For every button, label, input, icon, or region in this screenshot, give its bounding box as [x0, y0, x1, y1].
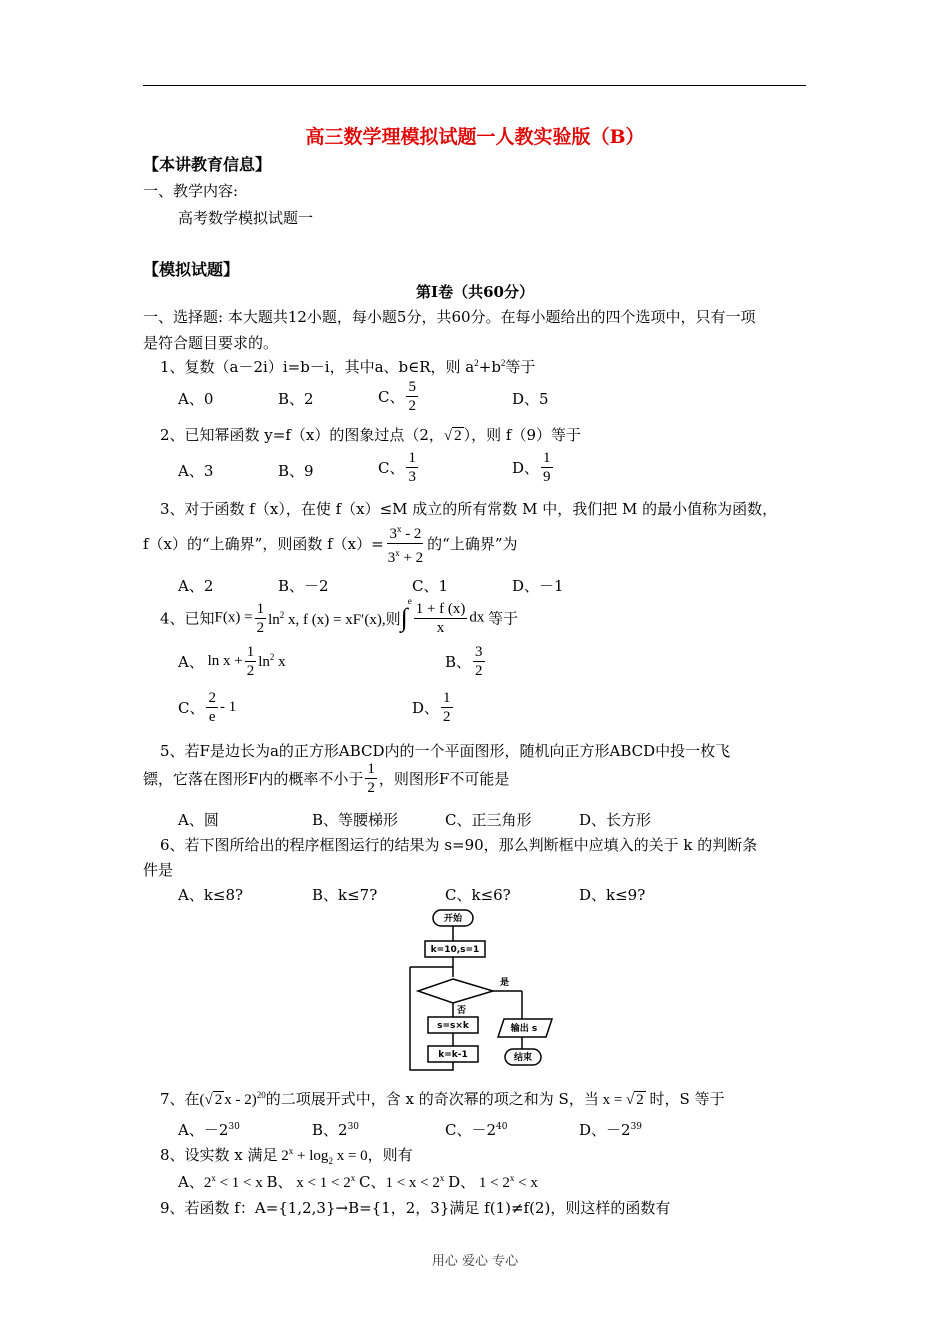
- q3-stem-line1: 3、对于函数 f（x），在使 f（x）≤M 成立的所有常数 M 中，我们把 M 的最小值称为函数，: [160, 500, 778, 518]
- q4-stem: 4、已知F(x) = $\frac{1}{2}$ $\ln^2 x$, f (x) = xF′(x),则∫$^e$ $\frac{1 + f (x)}{x}$ dx 等于: [160, 596, 519, 636]
- q6-stem-line1: 6、若下图所给出的程序框图运行的结果为 s=90，那么判断框中应填入的关于 k 的判断条: [160, 836, 758, 854]
- q8-stem: 8、设实数 x 满足 $2^x + \log_2 x = 0$，则有: [160, 1146, 413, 1166]
- flow-end-label: 结束: [513, 1053, 533, 1063]
- flow-start-label: 开始: [443, 914, 463, 924]
- section-intro-line2: 是符合题目要求的。: [143, 334, 279, 352]
- q2-stem: 2、已知幂函数 y=f（x）的图象过点（2，√ 2 ），则 f（9）等于: [160, 426, 582, 444]
- q2-option-a: A、3: [178, 462, 214, 480]
- q7-option-a: A、$-2^{30}$: [178, 1121, 240, 1139]
- q5-option-d: D、长方形: [579, 811, 652, 829]
- flow-init-label: k=10,s=1: [430, 945, 480, 955]
- q5-stem-line1: 5、若F是边长为a的正方形ABCD内的一个平面图形，随机向正方形ABCD中投一枚飞: [160, 742, 731, 760]
- q3-option-b: B、－2: [278, 577, 329, 595]
- flow-yes-label: 是: [500, 978, 510, 988]
- info-header: 【本讲教育信息】: [143, 155, 272, 174]
- q7-option-b: B、$2^{30}$: [312, 1121, 360, 1139]
- q3-option-a: A、2: [178, 577, 214, 595]
- q3-stem-line2: f（x）的“上确界”，则函数 f（x）= $\frac{3^x - 2}{3^x + 2}$ 的“上确界”为: [143, 520, 518, 567]
- q6-option-a: A、k≤8?: [178, 886, 244, 904]
- q9-stem: 9、若函数 f：A={1,2,3}→B={1，2，3}满足 f(1)≠f(2)，则这样的函数有: [160, 1199, 671, 1217]
- q5-option-b: B、等腰梯形: [312, 811, 399, 829]
- q4-option-a: A、 ln x + $\frac{1}{2}$ $\ln^2 x$: [178, 644, 286, 679]
- q2-option-b: B、9: [278, 462, 314, 480]
- q7-option-c: C、$-2^{40}$: [445, 1121, 508, 1139]
- q8-options: A、$2^x < 1 < x$ B、 $x < 1 < 2^x$ C、$1 < x < 2^x$ D、 $1 < 2^x < x$: [178, 1173, 538, 1191]
- q5-option-a: A、圆: [178, 811, 219, 829]
- content-value: 高考数学模拟试题一: [178, 209, 314, 227]
- page-title: 高三数学理模拟试题一人教实验版（B）: [305, 126, 645, 148]
- program-flowchart: [400, 905, 570, 1075]
- content-label: 一、教学内容:: [143, 182, 239, 200]
- flow-decrement-label: k=k-1: [438, 1050, 468, 1060]
- section-intro-line1: 一、选择题: 本大题共12小题，每小题5分，共60分。在每小题给出的四个选项中，只有一项: [143, 308, 756, 326]
- flow-output-label: 输出 s: [510, 1024, 538, 1034]
- q5-option-c: C、正三角形: [445, 811, 532, 829]
- q4-option-d: D、 $\frac{1}{2}$: [412, 690, 451, 725]
- q6-option-b: B、k≤7?: [312, 886, 378, 904]
- flow-multiply-label: s=s×k: [437, 1021, 469, 1031]
- q1-stem: 1、复数（a－2i）i=b－i，其中a、b∈R，则 $a^2+b^2$等于: [160, 358, 536, 376]
- q6-option-d: D、k≤9?: [579, 886, 646, 904]
- q1-option-b: B、2: [278, 390, 314, 408]
- q6-option-c: C、k≤6?: [445, 886, 511, 904]
- q1-option-a: A、0: [178, 390, 214, 408]
- q1-option-c: C、 $\frac{5}{2}$: [378, 379, 416, 414]
- q5-stem-line2: 镖，它落在图形F内的概率不小于 $\frac{1}{2}$ ，则图形F不可能是: [143, 761, 510, 796]
- part-title: 第Ⅰ卷（共60分）: [416, 283, 534, 301]
- flow-decision-node: [418, 979, 493, 1003]
- header-rule: [143, 85, 806, 86]
- q4-option-c: C、 $\frac{2}{e}$ - 1: [178, 690, 237, 725]
- q7-option-d: D、$-2^{39}$: [579, 1121, 643, 1139]
- page-footer: 用心 爱心 专心: [431, 1254, 519, 1269]
- q7-stem: 7、在(√ 2 x - 2)$^{20}$的二项展开式中，含 x 的奇次幂的项之和为 S，当 x = √ 2 时，S 等于: [160, 1090, 725, 1108]
- q6-stem-line2: 件是: [143, 861, 174, 879]
- q1-option-d: D、5: [512, 390, 549, 408]
- q3-option-c: C、1: [412, 577, 449, 595]
- q4-option-b: B、 $\frac{3}{2}$: [445, 644, 483, 679]
- q2-option-d: D、 $\frac{1}{9}$: [512, 450, 551, 485]
- q3-option-d: D、－1: [512, 577, 564, 595]
- q2-option-c: C、 $\frac{1}{3}$: [378, 450, 416, 485]
- flow-no-label: 否: [457, 1006, 467, 1016]
- mock-header: 【模拟试题】: [143, 260, 240, 279]
